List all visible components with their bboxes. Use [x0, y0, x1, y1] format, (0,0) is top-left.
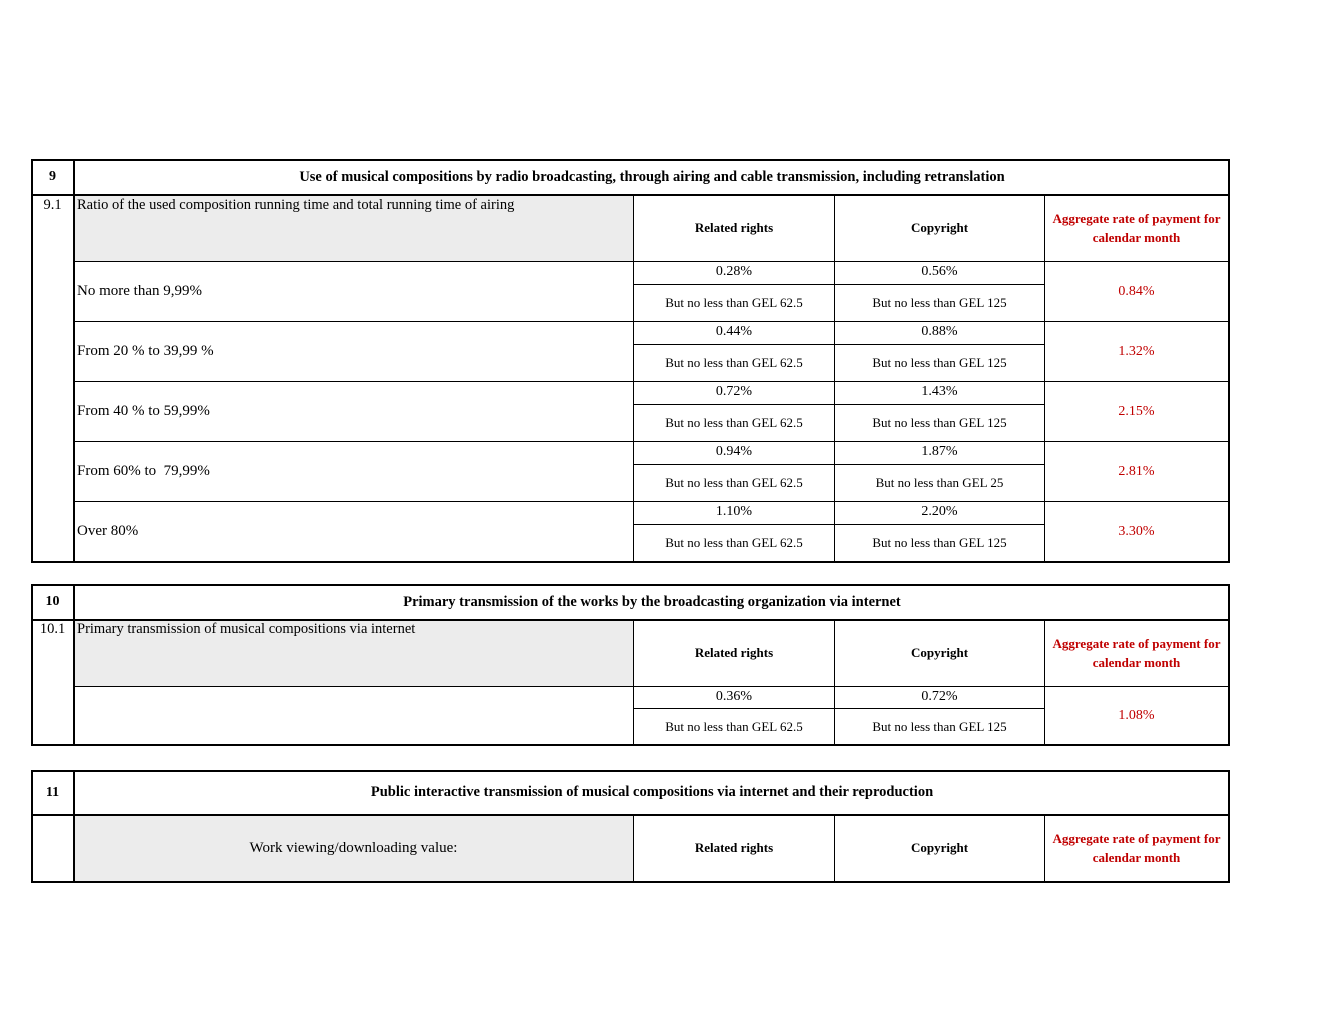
section-11 — [31, 770, 1230, 883]
copyright-percent: 0.88% — [921, 323, 958, 339]
header-related-rights: Related rights — [694, 220, 774, 235]
header-copyright: Copyright — [910, 645, 969, 660]
related-percent: 0.94% — [715, 443, 753, 459]
sub-label: Primary transmission of musical compositions via internet — [77, 621, 416, 637]
section-number: 10 — [45, 594, 60, 609]
related-minimum: But no less than GEL 62.5 — [665, 295, 803, 310]
section-title: Primary transmission of the works by the broadcasting organization via internet — [403, 593, 901, 610]
header-aggregate-rate: Aggregate rate of payment for calendar month — [1052, 211, 1221, 245]
section-title: Use of musical compositions by radio broadcasting, through airing and cable transmission, including retranslation — [299, 168, 1005, 185]
copyright-percent: 0.72% — [921, 688, 958, 704]
header-copyright: Copyright — [910, 220, 969, 235]
aggregate-total: 3.30% — [1118, 523, 1155, 539]
row-label: No more than 9,99% — [77, 283, 202, 299]
aggregate-total: 0.84% — [1118, 283, 1155, 299]
row-label: Over 80% — [77, 523, 139, 539]
related-minimum: But no less than GEL 62.5 — [665, 718, 803, 734]
copyright-minimum: But no less than GEL 125 — [872, 355, 1007, 370]
copyright-percent: 2.20% — [921, 503, 958, 519]
copyright-minimum: But no less than GEL 125 — [872, 535, 1007, 550]
copyright-percent: 1.87% — [921, 443, 958, 459]
row-label — [77, 687, 627, 744]
copyright-minimum: But no less than GEL 125 — [872, 415, 1007, 430]
header-aggregate-rate: Aggregate rate of payment for calendar month — [1052, 831, 1221, 865]
aggregate-total: 2.15% — [1118, 403, 1155, 419]
header-related-rights: Related rights — [694, 645, 774, 660]
related-percent: 0.72% — [715, 383, 753, 399]
section-number: 11 — [45, 784, 60, 800]
section-9 — [31, 159, 1230, 563]
section-number: 9 — [49, 169, 56, 184]
related-percent: 0.36% — [715, 688, 753, 704]
sub-label: Work viewing/downloading value: — [249, 839, 458, 856]
copyright-minimum: But no less than GEL 125 — [872, 718, 1007, 734]
related-minimum: But no less than GEL 62.5 — [665, 355, 803, 370]
section-title: Public interactive transmission of musical compositions via internet and their reproduction — [370, 784, 934, 800]
aggregate-total: 1.32% — [1118, 343, 1155, 359]
aggregate-total: 2.81% — [1118, 463, 1155, 479]
related-minimum: But no less than GEL 62.5 — [665, 535, 803, 550]
row-label: From 60% to 79,99% — [77, 463, 210, 479]
copyright-percent: 0.56% — [921, 263, 958, 279]
copyright-minimum: But no less than GEL 25 — [875, 475, 1004, 490]
sub-number: 9.1 — [43, 197, 62, 213]
aggregate-total: 1.08% — [1118, 707, 1155, 723]
row-label: From 20 % to 39,99 % — [77, 343, 214, 359]
related-percent: 0.44% — [715, 323, 753, 339]
header-copyright: Copyright — [910, 840, 969, 855]
sub-number: 10.1 — [39, 621, 66, 637]
related-minimum: But no less than GEL 62.5 — [665, 475, 803, 490]
row-label: From 40 % to 59,99% — [77, 403, 210, 419]
related-minimum: But no less than GEL 62.5 — [665, 415, 803, 430]
related-percent: 1.10% — [715, 503, 753, 519]
sub-label: Ratio of the used composition running time and total running time of airing — [77, 197, 515, 213]
section-10 — [31, 584, 1230, 746]
copyright-minimum: But no less than GEL 125 — [872, 295, 1007, 310]
related-percent: 0.28% — [715, 263, 753, 279]
copyright-percent: 1.43% — [921, 383, 958, 399]
header-aggregate-rate: Aggregate rate of payment for calendar month — [1052, 636, 1221, 670]
header-related-rights: Related rights — [694, 840, 774, 855]
